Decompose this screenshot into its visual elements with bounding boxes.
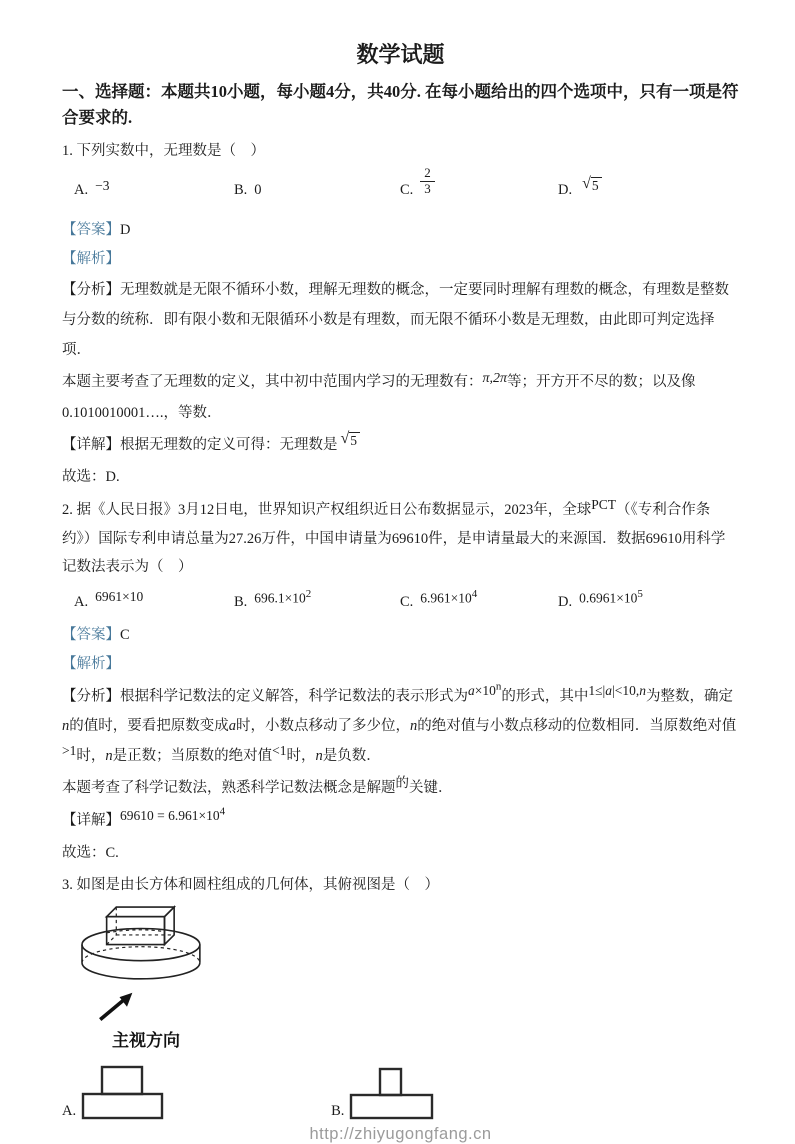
var-n: n [62,718,70,735]
note-text: 等；开方开不尽的数；以及像 [507,374,696,391]
var-n: n [410,718,418,735]
var-a: a [228,718,236,735]
option-value: $0.6961\times 10^5$ [579,587,643,606]
option-label: C. [400,182,414,199]
sqrt-5-expression [582,176,602,194]
q1-options [74,165,739,214]
q3-stem: 3. 如图是由长方体和圆柱组成的几何体，其俯视图是（ ） [62,876,439,893]
fraction-numerator: 2 [420,166,435,182]
q2-analysis [62,681,739,772]
section-header: 一、选择题：本题共10小题，每小题4分，共40分. 在每小题给出的四个选项中，只有一项是符合要求的. [62,82,739,128]
q1-conclusion: 故选：D. [62,469,120,486]
q3-shape-options [62,1065,739,1121]
cylinder-cuboid-figure-icon [78,906,206,1026]
question-2 [62,496,739,867]
view-direction-arrow-icon [100,993,132,1020]
sci-notation-form: $a\times 10^n$ [468,680,502,699]
q1-analysis: 【分析】无理数就是无限不循环小数，理解无理数的概念，一定要同时理解有理数的概念，有理数是整数与分数的统称．即有限小数和无限循环小数是有理数，而无限不循环小数是无理数，由此即可判定选择项． [62,282,729,359]
detail-tag: 【详解】 [62,812,120,829]
analysis-text: 的绝对值与小数点移动的位数相同．当原数绝对值 [417,718,737,735]
less-than-one: <1 [272,743,287,759]
q2-explain-line [62,650,739,678]
q2-stem [62,496,739,581]
analysis-text: 是负数． [322,748,381,765]
note-text: 本题主要考查了无理数的定义，其中初中范围内学习的无理数有： [62,374,483,391]
q2-option-d [558,587,739,612]
q3-figure [78,906,739,1051]
sqrt-5-expression [341,431,361,449]
q1-option-c [400,165,558,206]
option-value: −3 [95,177,110,193]
q2-conclusion: 故选：C. [62,844,119,861]
analysis-text: 时，小数点移动了多少位， [236,718,410,735]
detail-equation: $69610 = 6.961\times 10^4$ [120,805,226,823]
q1-option-a [74,177,234,199]
q2-detail [62,805,739,836]
analysis-text: 时， [286,748,316,765]
q1-explain-line [62,245,739,273]
option-value: $6.961\times 10^4$ [420,587,478,606]
analysis-text: 时， [76,748,106,765]
q2-options [74,585,739,619]
exponent: n [495,680,502,693]
exponent: 5 [637,587,643,600]
q2-option-a [74,589,234,611]
note-text: 关键． [409,780,453,797]
radicand: 5 [349,432,360,449]
q1-option-d [558,174,739,200]
var-n: n [105,748,113,765]
q1-note [62,367,739,428]
exponent: 4 [219,805,226,818]
a-range-condition: 1≤|a|<10,n [588,683,646,699]
option-value: 0 [254,182,262,199]
radicand: 5 [591,177,602,194]
question-3 [62,872,739,1121]
option-b-shape-icon [349,1067,435,1121]
option-label: B. [331,1103,345,1120]
greater-than-one: >1 [62,743,77,759]
note-text: 本题考查了科学记数法，熟悉科学记数法概念是解题 [62,780,396,797]
option-a-shape-icon [81,1065,165,1121]
note-text: 0.1010010001….，等数． [62,405,222,422]
stem-text: 2. 据《人民日报》3月12日电，世界知识产权组织近日公布数据显示，2023年，全球 [62,502,592,519]
option-label: A. [74,593,89,610]
answer-letter: D [120,221,131,238]
question-1 [62,138,739,493]
option-value: $696.1\times 10^2$ [254,587,312,606]
option-label: D. [558,182,573,199]
fraction-two-thirds [420,166,435,197]
analysis-text: 为整数，确定 [645,688,733,705]
analysis-text: 的形式，其中 [501,688,589,705]
q2-note [62,773,739,803]
option-label: A. [74,182,89,199]
answer-tag: 【答案】 [62,221,120,238]
option-label: B. [234,593,248,610]
pct-abbreviation: PCT [591,497,617,513]
exponent: 2 [305,587,312,600]
answer-letter: C [120,627,130,644]
stem-text: （《专利合作条约》）国际专利申请总量为27.26万件，中国申请量为69610件，是申请量最大的来源国．数据69610用科学记数法表示为（ ） [62,502,726,575]
view-direction-label: 主视方向 [112,1030,180,1050]
q2-option-b [234,587,400,612]
q3-option-a [62,1065,165,1121]
pi-expression: π,2π [482,371,508,387]
q3-option-b [331,1067,435,1121]
analysis-text: 是正数；当原数的绝对值 [112,748,273,765]
q2-option-c [400,587,558,612]
var-n: n [315,748,323,765]
q1-option-b [234,182,400,199]
analysis-text: 的值时，要看把原数变成 [69,718,229,735]
explain-tag: 【解析】 [62,656,120,673]
option-label: B. [234,182,248,199]
watermark-url: http://zhiyugongfang.cn [309,1124,492,1143]
q2-answer-line [62,621,739,649]
radical-sign: √ [340,430,350,448]
raised-de-char: 的 [395,775,409,791]
fraction-denominator: 3 [424,181,431,197]
option-label: C. [400,593,414,610]
exponent: 4 [471,587,478,600]
explain-tag: 【解析】 [62,251,120,268]
detail-text: 根据无理数的定义可得：无理数是 [120,437,338,454]
option-value: 6961×10 [95,589,144,605]
answer-tag: 【答案】 [62,627,120,644]
page-title: 数学试题 [356,42,445,67]
q1-answer-line [62,216,739,244]
option-label: D. [558,593,573,610]
analysis-text: 【分析】根据科学记数法的定义解答，科学记数法的表示形式为 [62,688,468,705]
radical-sign: √ [582,174,591,192]
detail-tag: 【详解】 [62,437,120,454]
option-label: A. [62,1103,77,1120]
q1-detail [62,430,739,460]
q1-stem: 1. 下列实数中，无理数是（ ） [62,142,265,159]
